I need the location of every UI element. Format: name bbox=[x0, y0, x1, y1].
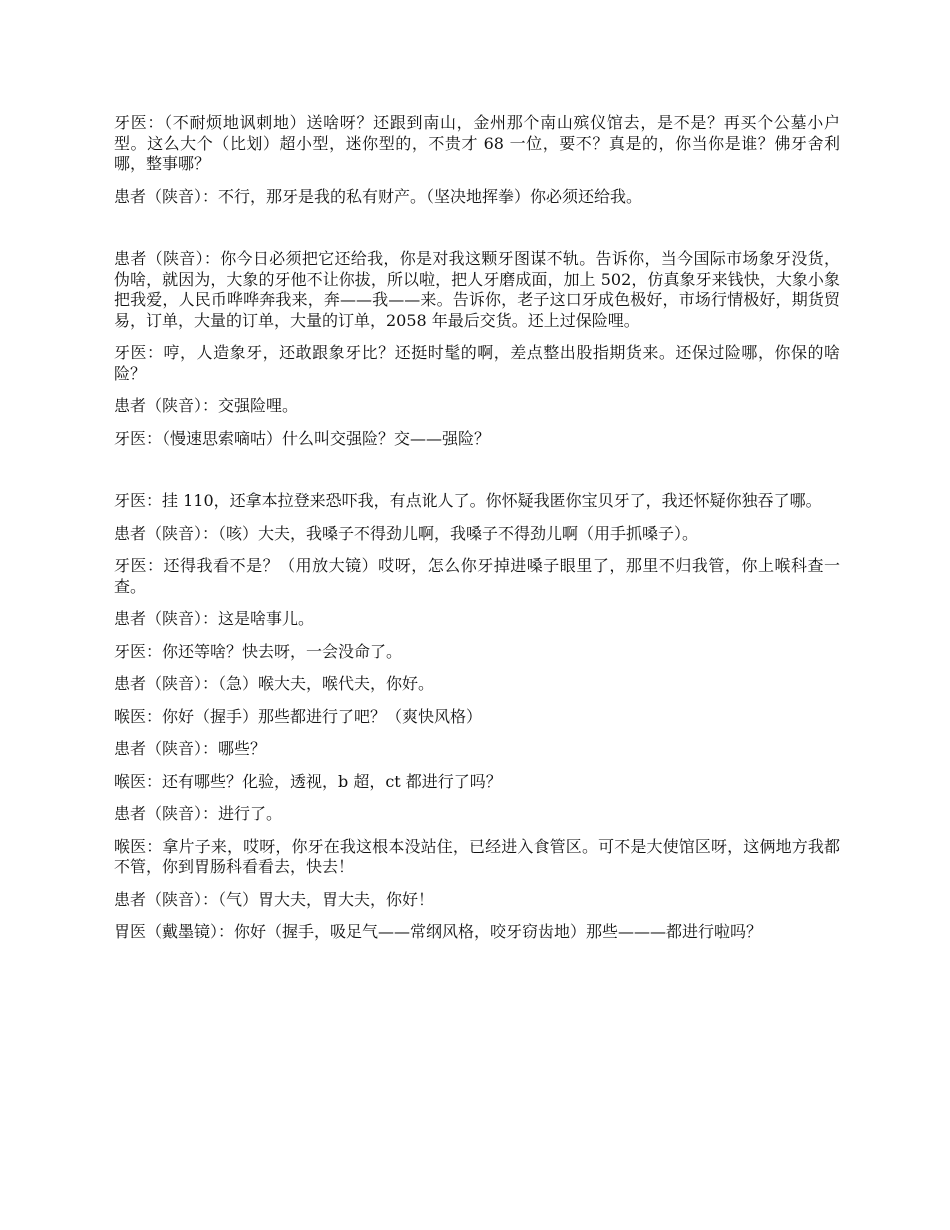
dialogue-paragraph: 患者（陕音）：交强险哩。 bbox=[114, 396, 299, 415]
dialogue-paragraph: 牙医：还得我看不是？（用放大镜）哎呀，怎么你牙掉进嗓子眼里了，那里不归我管，你上喉科查一查。 bbox=[114, 556, 840, 596]
dialogue-paragraph: 牙医：哼，人造象牙，还敢跟象牙比？还挺时髦的啊，差点整出股指期货来。还保过险哪，你保的啥险？ bbox=[114, 343, 840, 383]
dialogue-paragraph: 牙医：你还等啥？快去呀，一会没命了。 bbox=[114, 641, 403, 661]
dialogue-paragraph: 患者（陕音）：不行，那牙是我的私有财产。（坚决地挥拳）你必须还给我。 bbox=[114, 186, 643, 206]
dialogue-paragraph: 患者（陕音）：哪些？ bbox=[114, 739, 267, 758]
dialogue-paragraph: 喉医：拿片子来，哎呀，你牙在我这根本没站住，已经进入食管区。可不是大使馆区呀，这俩地方我都不管，你到胃肠科看看去，快去！ bbox=[114, 836, 840, 876]
dialogue-paragraph: 喉医：你好（握手）那些都进行了吧？（爽快风格） bbox=[114, 706, 483, 726]
dialogue-paragraph: 患者（陕音）：这是啥事儿。 bbox=[114, 609, 315, 628]
dialogue-paragraph: 牙医：（不耐烦地讽刺地）送啥呀？还跟到南山，金州那个南山殡仪馆去，是不是？再买个公墓小户型。这么大个（比划）超小型，迷你型的，不贵才 68 一位，要不？真是的，你当你是谁？佛牙舍利哪，整事哪？ bbox=[114, 113, 840, 173]
dialogue-paragraph: 牙医：（慢速思索嘀咕）什么叫交强险？交——强险？ bbox=[114, 428, 491, 448]
dialogue-paragraph: 患者（陕音）：（急）喉大夫，喉代夫，你好。 bbox=[114, 674, 435, 693]
dialogue-paragraph: 喉医：还有哪些？化验，透视，b 超，ct 都进行了吗？ bbox=[114, 771, 502, 791]
section-gap bbox=[114, 461, 840, 491]
document-page bbox=[114, 113, 840, 955]
dialogue-paragraph: 患者（陕音）：（气）胃大夫，胃大夫，你好！ bbox=[114, 889, 435, 909]
dialogue-paragraph: 胃医（戴墨镜）：你好（握手，吸足气——常纲风格，咬牙窃齿地）那些———都进行啦吗？ bbox=[114, 922, 763, 941]
dialogue-paragraph: 患者（陕音）：（咳）大夫，我嗓子不得劲儿啊，我嗓子不得劲儿啊（用手抓嗓子）。 bbox=[114, 523, 699, 543]
dialogue-paragraph: 牙医：挂 110，还拿本拉登来恐吓我，有点讹人了。你怀疑我匿你宝贝牙了，我还怀疑你独吞了哪。 bbox=[114, 491, 822, 510]
dialogue-paragraph: 患者（陕音）：你今日必须把它还给我，你是对我这颗牙图谋不轨。告诉你，当今国际市场象牙没货，伪啥，就因为，大象的牙他不让你拔，所以啦，把人牙磨成面，加上 502，仿真象牙来钱快，大象小象把我爱，人民币哗哗奔我来，奔——我——来。告诉你，老子这口牙成色极好，市场行情极好，期货贸易，订单，大量的订单，大量的订单，2058 年最后交货。还上过保险哩。 bbox=[114, 249, 840, 330]
dialogue-paragraph: 患者（陕音）：进行了。 bbox=[114, 804, 283, 823]
section-gap bbox=[114, 219, 840, 249]
